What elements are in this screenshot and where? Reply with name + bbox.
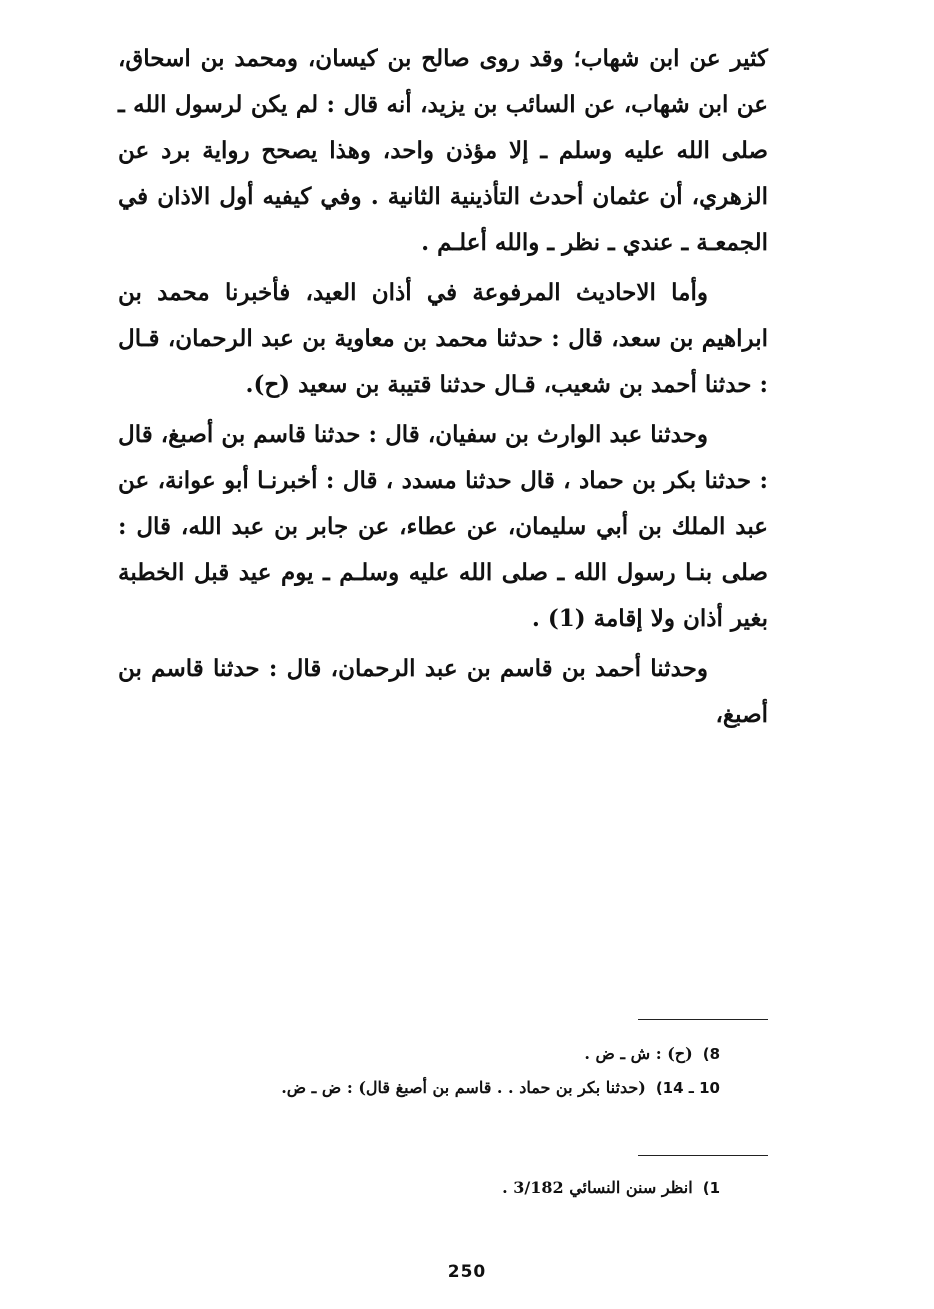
paragraph-3: وحدثنا عبد الوارث بن سفيان، قال : حدثنا قاسم بن أصبغ، قال : حدثنا بكر بن حماد ، قال حدثنا مسدد ، قال : أخبرنـا أبو عوانة، عن عبد الملك بن أبي سليمان، عن عطاء، عن جابر بن عبد الله، قال : صلى بنـا رسول الله ـ صلى الله عليه وسلـم ـ يوم عيد قبل الخطبة بغير أذان ولا إقامة (1) . (118, 421, 768, 632)
variant-notes (281, 1037, 720, 1105)
reference-note (502, 1171, 720, 1205)
variant-note-number: 8) (702, 1045, 720, 1063)
reference-note-text: انظر سنن النسائي 3/182 . (502, 1178, 693, 1197)
paragraph-4: وحدثنا أحمد بن قاسم بن عبد الرحمان، قال : حدثنا قاسم بن أصبغ، (118, 655, 768, 728)
variant-note-number: 10 ـ 14) (655, 1079, 720, 1097)
variant-note (281, 1071, 720, 1105)
variant-note-text: (حدثنا بكر بن حماد . . قاسم بن أصبغ قال) : ض ـ ض. (281, 1078, 646, 1097)
variant-note (281, 1037, 720, 1071)
footnote-divider-variants (638, 1019, 768, 1020)
paragraph-1: كثير عن ابن شهاب؛ وقد روى صالح بن كيسان، ومحمد بن اسحاق، عن ابن شهاب، عن السائب بن يزيد، أنه قال : لم يكن لرسول الله ـ صلى الله عليه وسلم ـ إلا مؤذن واحد، وهذا يصحح رواية برد عن الزهري، أن عثمان أحدث التأذينية الثانية . وفي كيفيه أول الاذان في الجمعـة ـ عندي ـ نظر ـ والله أعلـم . (118, 45, 768, 256)
main-text-block (118, 36, 768, 742)
reference-notes (502, 1171, 720, 1205)
footnote-divider-references (638, 1155, 768, 1156)
page-number: 250 (447, 1262, 487, 1282)
reference-note-number: 1) (702, 1179, 720, 1197)
variant-note-text: (ح) : ش ـ ض . (584, 1044, 693, 1063)
paragraph-2: وأما الاحاديث المرفوعة في أذان العيد، فأخبرنا محمد بن ابراهيم بن سعد، قال : حدثنا محمد بن معاوية بن عبد الرحمان، قـال : حدثنا أحمد بن شعيب، قـال حدثنا قتيبة بن سعيد (ح). (118, 279, 768, 398)
